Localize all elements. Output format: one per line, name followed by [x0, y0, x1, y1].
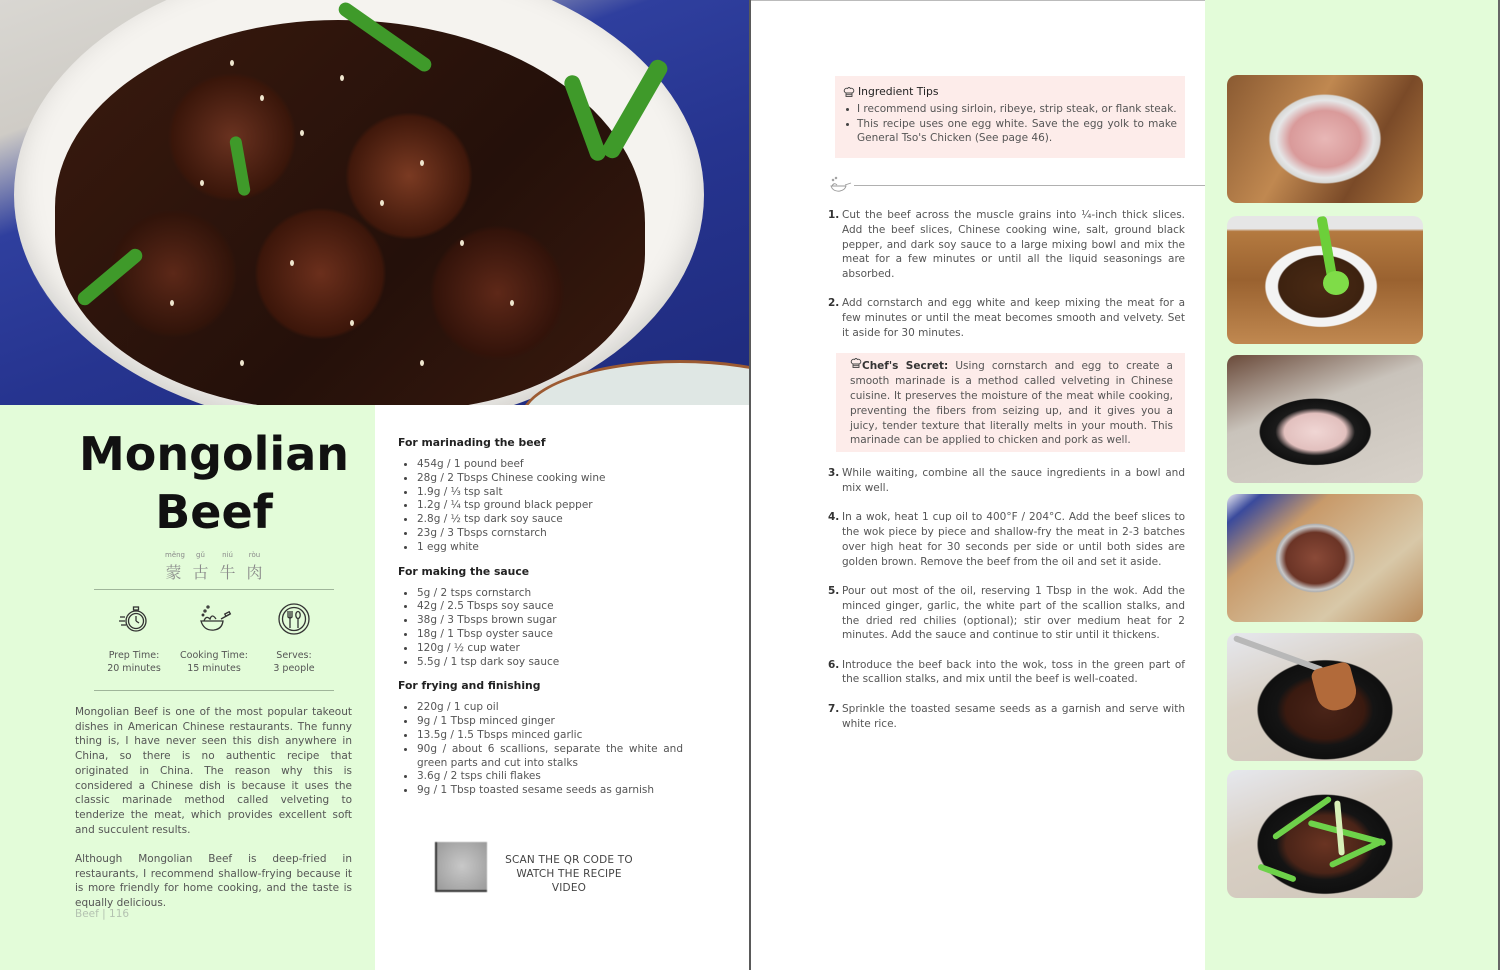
step-4 [828, 510, 1185, 569]
step-photo-6 [1227, 770, 1423, 898]
step-photo-3 [1227, 355, 1423, 483]
ingredient-item: 90g / about 6 scallions, separate the white and green parts and cut into stalks [398, 743, 683, 771]
cooking-doodle-icon [828, 176, 852, 194]
qr-caption [498, 853, 640, 895]
step-photo-4 [1227, 494, 1423, 622]
title-line-1: Mongolian [79, 427, 349, 481]
ingredient-list-frying [398, 701, 683, 798]
step-6 [828, 658, 1185, 688]
ingredient-item: 3.6g / 2 tsps chili flakes [398, 770, 683, 784]
ingredient-tips-box [835, 76, 1185, 158]
qr-caption-line: SCAN THE QR CODE TO [505, 854, 633, 866]
wok-icon [196, 601, 232, 637]
qr-caption-line: WATCH THE RECIPE VIDEO [516, 868, 622, 894]
pinyin: měng [165, 551, 186, 559]
step-text: While waiting, combine all the sauce ingredients in a bowl and mix well. [842, 467, 1185, 494]
sesame-seed [340, 75, 344, 81]
ingredient-group-heading: For frying and finishing [398, 679, 541, 693]
chef-hat-icon [843, 86, 855, 98]
stat-value: 3 people [273, 663, 315, 674]
pinyin: niú [222, 551, 233, 559]
step-photo-5 [1227, 633, 1423, 761]
sesame-seed [380, 200, 384, 206]
hanzi: 牛 [219, 563, 236, 582]
tips-heading: Ingredient Tips [858, 85, 939, 98]
stat-label: Cooking Time: [180, 650, 248, 661]
pinyin: gǔ [196, 551, 205, 559]
ingredients-section [398, 436, 683, 808]
hanzi: 蒙 [165, 563, 182, 582]
hanzi: 古 [192, 563, 209, 582]
hero-photo [0, 0, 749, 405]
ingredient-item: 5.5g / 1 tsp dark soy sauce [398, 656, 683, 670]
ingredient-group-heading: For marinading the beef [398, 436, 546, 449]
stat-label: Serves: [276, 650, 312, 661]
recipe-info-panel [0, 405, 375, 970]
pinyin: ròu [248, 551, 261, 559]
chefs-secret-text: Using cornstarch and egg to create a smooth marinade is a method called velveting in Chinese cuisine. It preserves the moisture of the meat while cooking, preventing the fibers from seizing up, and it gives you a juicy, tender texture that literally melts in your mouth. This marinade can be applied to chicken and pork as well. [850, 360, 1173, 447]
ingredient-item: 23g / 3 Tbsps cornstarch [398, 527, 683, 541]
divider-bottom [94, 690, 334, 691]
step-3 [828, 466, 1185, 496]
instructions [828, 208, 1185, 746]
step-text: Sprinkle the toasted sesame seeds as a garnish and serve with white rice. [842, 702, 1185, 730]
step-text: Introduce the beef back into the wok, toss in the green part of the scallion stalks, and mix until the beef is well-coated. [842, 658, 1185, 686]
qr-code[interactable] [435, 842, 487, 892]
recipe-stats [94, 601, 334, 675]
recipe-title [0, 425, 428, 541]
step-number: 1. [828, 209, 840, 221]
tip-item: This recipe uses one egg white. Save the egg yolk to make General Tso's Chicken (See page 46). [843, 117, 1177, 146]
ingredient-item: 120g / ½ cup water [398, 642, 683, 656]
step-number: 4. [828, 511, 840, 524]
hanzi: 肉 [246, 563, 263, 582]
chef-hat-icon [850, 357, 862, 369]
recipe-intro [75, 705, 352, 925]
sesame-seed [460, 240, 464, 246]
ingredient-tips-title [843, 85, 1177, 98]
chefs-secret-box [836, 353, 1185, 452]
spoon-shape [1323, 271, 1349, 295]
ingredient-item: 220g / 1 cup oil [398, 701, 683, 715]
scallion-shape [1272, 795, 1333, 840]
intro-paragraph: Although Mongolian Beef is deep-fried in restaurants, I recommend shallow-frying because it is more friendly for home cooking, and the taste is equally delicious. [75, 852, 352, 909]
ingredient-item: 5g / 2 tsps cornstarch [398, 587, 683, 601]
ingredient-list-sauce [398, 587, 683, 670]
step-text: In a wok, heat 1 cup oil to 400°F / 204°C. Add the beef slices to the wok piece by piece and shallow-fry the meat in 2-3 batches over high heat for 30 seconds per side or until both sides are golden brown. Remove the beef from the oil and set it aside. [842, 511, 1185, 568]
sesame-seed [420, 160, 424, 166]
step-text: Cut the beef across the muscle grains into ¼-inch thick slices. Add the beef slices, Chinese cooking wine, salt, ground black pepper, and dark soy sauce to a large mixing bowl and mix the meat for a few minutes or until all the liquid seasonings are absorbed. [842, 209, 1185, 281]
ingredient-list-marinade [398, 458, 683, 555]
intro-paragraph: Mongolian Beef is one of the most popular takeout dishes in American Chinese restaurants. The funny thing is, I have never seen this dish anywhere in China, so there is no authentic recipe that originated in China. The reason why this is considered a Chinese dish is because it uses the classic marinade method called velveting to tenderize the meat, which provides excellent soft and succulent results. [75, 706, 352, 836]
step-photo-2 [1227, 216, 1423, 344]
sesame-seed [230, 60, 234, 66]
step-number: 7. [828, 702, 840, 715]
step-text: Pour out most of the oil, reserving 1 Tbsp in the wok. Add the minced ginger, garlic, the white part of the scallion stalks, and the dried red chilies (optional); stir over medium heat for 2 minutes. Add the sauce and continue to stir until it thickens. [842, 584, 1185, 642]
ingredient-item: 42g / 2.5 Tbsps soy sauce [398, 600, 683, 614]
chefs-secret-label: Chef's Secret: [862, 360, 949, 373]
step-5 [828, 584, 1185, 643]
ingredient-group-heading: For making the sauce [398, 564, 530, 578]
left-page [0, 0, 749, 970]
step-number: 5. [828, 584, 840, 597]
sesame-seed [170, 300, 174, 306]
spatula-shape [1310, 661, 1360, 715]
sesame-seed [300, 130, 304, 136]
ingredient-item: 13.5g / 1.5 Tbsps minced garlic [398, 729, 683, 743]
ingredient-item: 18g / 1 Tbsp oyster sauce [398, 628, 683, 642]
step-7 [828, 702, 1185, 732]
stopwatch-icon [116, 601, 152, 637]
tips-list [843, 102, 1177, 146]
ingredient-item: 454g / 1 pound beef [398, 458, 683, 472]
stat-label: Prep Time: [108, 650, 160, 661]
step-number: 6. [828, 658, 840, 671]
stat-serves [254, 601, 334, 675]
ingredient-item: 28g / 2 Tbsps Chinese cooking wine [398, 472, 683, 486]
step-number: 3. [828, 467, 840, 480]
spatula-shape [1233, 635, 1324, 673]
sesame-seed [200, 180, 204, 186]
sesame-seed [420, 360, 424, 366]
sesame-seed [510, 300, 514, 306]
stat-value: 15 minutes [187, 663, 241, 674]
sesame-seed [290, 260, 294, 266]
scallion-shape [1257, 863, 1297, 882]
title-line-2: Beef [155, 485, 273, 539]
stat-prep-time [94, 601, 174, 675]
page-folio: Beef | 116 [75, 908, 130, 920]
step-2 [828, 296, 1185, 340]
chinese-name [0, 551, 428, 583]
stat-value: 20 minutes [107, 663, 161, 674]
step-photo-1 [1227, 75, 1423, 203]
section-divider [828, 176, 1206, 194]
sesame-seed [260, 95, 264, 101]
ingredient-item: 1.9g / ⅓ tsp salt [398, 486, 683, 500]
step-1 [828, 208, 1185, 282]
sesame-seed [350, 320, 354, 326]
ingredient-item: 1 egg white [398, 541, 683, 555]
plate-cutlery-icon [276, 601, 312, 637]
ingredient-item: 38g / 3 Tbsps brown sugar [398, 614, 683, 628]
pinyin-row [0, 551, 428, 560]
divider-top [94, 589, 334, 590]
step-number: 2. [828, 297, 840, 310]
tip-item: I recommend using sirloin, ribeye, strip steak, or flank steak. [843, 102, 1177, 117]
ingredient-item: 9g / 1 Tbsp toasted sesame seeds as garnish [398, 784, 683, 798]
stat-cooking-time [174, 601, 254, 675]
ingredient-item: 1.2g / ¼ tsp ground black pepper [398, 499, 683, 513]
sesame-seed [240, 360, 244, 366]
divider-line [854, 185, 1206, 186]
step-text: Add cornstarch and egg white and keep mixing the meat for a few minutes or until the meat becomes smooth and velvety. Set it aside for 30 minutes. [842, 297, 1185, 340]
hanzi-row [0, 560, 428, 583]
ingredient-item: 9g / 1 Tbsp minced ginger [398, 715, 683, 729]
ingredient-item: 2.8g / ½ tsp dark soy sauce [398, 513, 683, 527]
